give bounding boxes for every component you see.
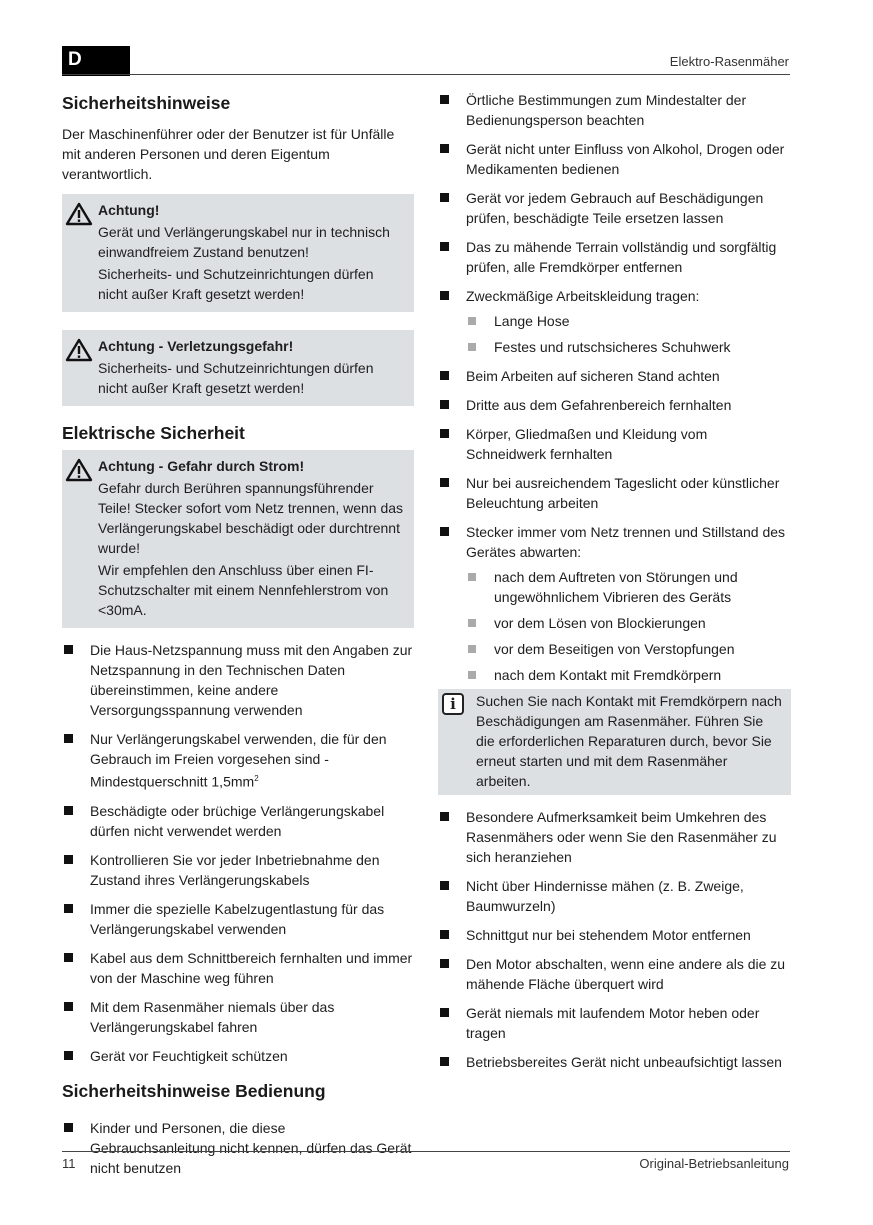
electrical-safety-list (62, 640, 414, 1066)
list-item: Kinder und Personen, die diese Gebrauchsanleitung nicht kennen, dürfen das Gerät nicht benutzen (62, 1118, 414, 1178)
list-item: Gerät nicht unter Einfluss von Alkohol, Drogen oder Medikamenten bedienen (438, 139, 791, 179)
warning-triangle-icon (65, 202, 93, 226)
list-item: Beschädigte oder brüchige Verlängerungskabel dürfen nicht verwendet werden (62, 801, 414, 841)
section-title-safety: Sicherheitshinweise (62, 93, 231, 113)
warning-box-electricity (62, 450, 414, 628)
sublist-item: vor dem Lösen von Blockierungen (466, 613, 791, 633)
page-number: 11 (62, 1156, 76, 1171)
list-item: Nur bei ausreichendem Tageslicht oder künstlicher Beleuchtung arbeiten (438, 473, 791, 513)
header-title: Elektro-Rasenmäher (669, 54, 789, 69)
list-item: Das zu mähende Terrain vollständig und sorgfältig prüfen, alle Fremdkörper entfernen (438, 237, 791, 277)
warning-triangle-icon (65, 458, 93, 482)
info-text: Suchen Sie nach Kontakt mit Fremdkörpern nach Beschädigungen am Rasenmäher. Führen Sie die erforderlichen Reparaturen durch, bevor Sie erneut starten und mit dem Rasenmäher arbeiten. (476, 693, 782, 789)
warning-text: Wir empfehlen den Anschluss über einen FI-Schutzschalter mit einem Nennfehlerstrom von <30mA. (98, 562, 389, 618)
list-item: Schnittgut nur bei stehendem Motor entfernen (438, 925, 791, 945)
footer-rule (62, 1151, 790, 1152)
warning-box-injury (62, 330, 414, 406)
sublist-item: Festes und rutschsicheres Schuhwerk (466, 337, 791, 357)
right-column (438, 90, 791, 1081)
list-item: Besondere Aufmerksamkeit beim Umkehren des Rasenmähers oder wenn Sie den Rasenmäher zu sich heranziehen (438, 807, 791, 867)
warning-box-attention (62, 194, 414, 312)
list-item: Gerät vor jedem Gebrauch auf Beschädigungen prüfen, beschädigte Teile ersetzen lassen (438, 188, 791, 228)
list-item: Stecker immer vom Netz trennen und Stillstand des Gerätes abwarten: nach dem Auftreten von Störungen und ungewöhnlichem Vibrieren des Geräts vor dem Lösen von Blockierungen vor dem Beseitigen von Verstopfungen nach dem Kontakt mit Fremdkörpern (438, 522, 791, 685)
unplug-sublist (466, 567, 791, 685)
warning-text: Gerät und Verlängerungskabel nur in technisch einwandfreiem Zustand benutzen! (98, 224, 390, 260)
list-item: Mit dem Rasenmäher niemals über das Verlängerungskabel fahren (62, 997, 414, 1037)
list-item: Dritte aus dem Gefahrenbereich fernhalten (438, 395, 791, 415)
warning-title: Achtung! (98, 202, 160, 218)
warning-title: Achtung - Gefahr durch Strom! (98, 458, 305, 474)
warning-title: Achtung - Verletzungsgefahr! (98, 338, 294, 354)
list-item: Nicht über Hindernisse mähen (z. B. Zweige, Baumwurzeln) (438, 876, 791, 916)
info-box (438, 689, 791, 795)
list-item: Beim Arbeiten auf sicheren Stand achten (438, 366, 791, 386)
list-item: Kontrollieren Sie vor jeder Inbetriebnahme den Zustand ihres Verlängerungskabels (62, 850, 414, 890)
list-item: Nur Verlängerungskabel verwenden, die für den Gebrauch im Freien vorgesehen sind - Mindestquerschnitt $1,5mm^2$ (62, 729, 414, 792)
sublist-item: nach dem Kontakt mit Fremdkörpern (466, 665, 791, 685)
warning-triangle-icon (65, 338, 93, 362)
list-item: Gerät vor Feuchtigkeit schützen (62, 1046, 414, 1066)
left-column (62, 90, 414, 1187)
list-item: Gerät niemals mit laufendem Motor heben oder tragen (438, 1003, 791, 1043)
operation-list-end (438, 807, 791, 1072)
info-icon: i (442, 693, 464, 715)
list-item: Örtliche Bestimmungen zum Mindestalter der Bedienungsperson beachten (438, 90, 791, 130)
warning-text: Sicherheits- und Schutzeinrichtungen dürfen nicht außer Kraft gesetzt werden! (98, 360, 374, 396)
list-item: Kabel aus dem Schnittbereich fernhalten und immer von der Maschine weg führen (62, 948, 414, 988)
sublist-item: nach dem Auftreten von Störungen und ungewöhnlichem Vibrieren des Geräts (466, 567, 791, 607)
list-item: Betriebsbereites Gerät nicht unbeaufsichtigt lassen (438, 1052, 791, 1072)
operation-list (62, 1118, 414, 1178)
section-title-operation: Sicherheitshinweise Bedienung (62, 1080, 326, 1101)
list-item: Immer die spezielle Kabelzugentlastung für das Verlängerungskabel verwenden (62, 899, 414, 939)
section-title-electrical: Elektrische Sicherheit (62, 423, 245, 443)
list-item: Den Motor abschalten, wenn eine andere als die zu mähende Fläche überquert wird (438, 954, 791, 994)
sublist-item: Lange Hose (466, 311, 791, 331)
footer-label: Original-Betriebsanleitung (639, 1156, 789, 1171)
intro-text: Der Maschinenführer oder der Benutzer ist für Unfälle mit anderen Personen und deren Eigentum verantwortlich. (62, 126, 395, 182)
list-item: Zweckmäßige Arbeitskleidung tragen: Lange Hose Festes und rutschsicheres Schuhwerk (438, 286, 791, 357)
operation-list-continued (438, 90, 791, 685)
clothing-sublist (466, 311, 791, 357)
warning-text: Gefahr durch Berühren spannungsführender Teile! Stecker sofort vom Netz trennen, wenn das Verlängerungskabel beschädigt oder durchtrennt wurde! (98, 480, 404, 556)
sublist-item: vor dem Beseitigen von Verstopfungen (466, 639, 791, 659)
list-item: Körper, Gliedmaßen und Kleidung vom Schneidwerk fernhalten (438, 424, 791, 464)
list-item: Die Haus-Netzspannung muss mit den Angaben zur Netzspannung in den Technischen Daten übereinstimmen, keine andere Versorgungsspannung verwenden (62, 640, 414, 720)
header-rule (62, 74, 790, 75)
warning-text: Sicherheits- und Schutzeinrichtungen dürfen nicht außer Kraft gesetzt werden! (98, 266, 374, 302)
language-tab: D (62, 46, 130, 76)
